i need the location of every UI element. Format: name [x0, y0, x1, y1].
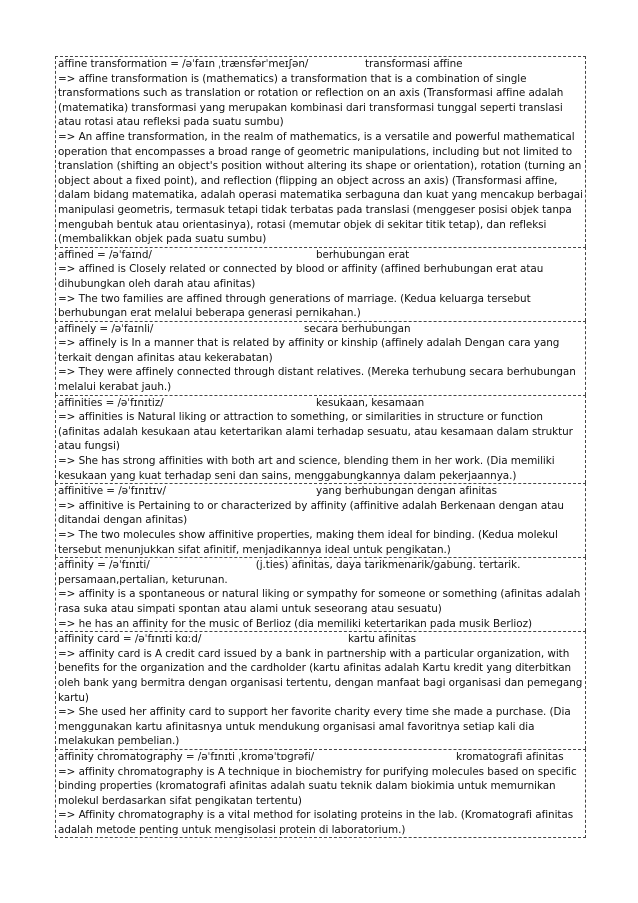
example-paragraph: => The two families are affined through generations of marriage. (Kedua keluarga tersebut berhubungan erat melalui beberapa generasi pernikahan.) [58, 292, 531, 320]
example-paragraph: => She has strong affinities with both art and science, blending them in her work. (Dia memiliki kesukaan yang kuat terhadap seni dan sains, menggabungkannya dalam pekerjaannya.) [58, 455, 555, 482]
definition-paragraph: => affinely is In a manner that is related by affinity or kinship (affinely adalah Dengan cara yang terkait dengan afinitas atau kekerabatan) [58, 337, 560, 364]
entry-affinitive [55, 483, 586, 557]
entry-headline [58, 750, 583, 765]
definition-paragraph: => affinity card is A credit card issued by a bank in partnership with a particular organization, with benefits for the organization and the cardholder (kartu afinitas adalah Kartu kredit yang diterbitkan oleh bank yang bermitra dengan organisasi tertentu, dengan manfaat bagi organisasi dan pemegang kartu) [58, 647, 583, 704]
entry-headline [58, 632, 583, 647]
headword: affinity card = /əˈfɪnɪti kɑːd/ [58, 633, 202, 646]
entry-affinity [55, 557, 586, 631]
example-paragraph: => Affinity chromatography is a vital method for isolating proteins in the lab. (Kromatografi afinitas adalah metode penting untuk mengisolasi protein di laboratorium.) [58, 809, 574, 836]
definition-paragraph: => affinitive is Pertaining to or characterized by affinity (affinitive adalah Berkenaan dengan atau ditandai dengan afinitas) [58, 499, 564, 527]
example-paragraph: => She used her affinity card to support her favorite charity every time she made a purchase. (Dia menggunakan kartu afinitasnya untuk mendukung organisasi amal favoritnya setiap kali dia melakukan pembelian.) [58, 706, 571, 748]
definition-paragraph: => affinity is a spontaneous or natural liking or sympathy for someone or something (afinitas adalah rasa suka atau simpati spontan atau alami untuk seseorang atau sesuatu) [58, 588, 581, 615]
translation: secara berhubungan [304, 322, 411, 335]
headword: affinity = /əˈfɪnɪti/ [58, 559, 150, 572]
definition-paragraph: => affine transformation is (mathematics) a transformation that is a combination of single transformations such as translation or rotation or reflection on an axis (Transformasi affine adalah (matematika) transformasi yang merupakan kombinasi dari transformasi tunggal seperti translasi atau rotasi atau refleksi pada suatu sumbu) [58, 72, 564, 129]
entry-affinity-card [55, 631, 586, 749]
translation: (j.ties) afinitas, daya tarikmenarik/gabung. tertarik. persamaan,pertalian, keturunan. [58, 559, 521, 586]
entry-affinities [55, 395, 586, 484]
headword: affined = /əˈfaɪnd/ [58, 248, 152, 261]
translation: kromatografi afinitas [456, 750, 564, 763]
entry-headline [58, 558, 583, 587]
entry-headline [58, 396, 583, 411]
entry-affine-transformation [55, 56, 586, 247]
headword: affine transformation = /əˈfaɪn ˌtrænsfərˈmeɪʃən/ [58, 58, 309, 70]
definition-paragraph: => affined is Closely related or connected by blood or affinity (affined berhubungan erat atau dihubungkan oleh darah atau afinitas) [58, 263, 544, 290]
translation: yang berhubungan dengan afinitas [316, 485, 497, 498]
headword: affinely = /əˈfaɪnli/ [58, 322, 154, 335]
entry-affinely [55, 321, 586, 395]
entry-headline [58, 484, 583, 499]
entry-affined [55, 247, 586, 321]
definition-paragraph: => affinity chromatography is A technique in biochemistry for purifying molecules based on specific binding properties (kromatografi afinitas adalah suatu teknik dalam biokimia untuk memurnikan molekul berdasarkan sifat pengikatan tertentu) [58, 765, 577, 807]
headword: affinitive = /əˈfɪnɪtɪv/ [58, 485, 166, 498]
example-paragraph: => he has an affinity for the music of Berlioz (dia memiliki ketertarikan pada musik Berlioz) [58, 617, 532, 630]
entry-headline [58, 248, 583, 263]
headword: affinity chromatography = /əˈfɪnɪti ˌkroməˈtɒɡrəfi/ [58, 750, 315, 763]
entry-headline [58, 57, 583, 72]
translation: berhubungan erat [316, 248, 410, 261]
entry-headline [58, 322, 583, 337]
example-paragraph: => An affine transformation, in the realm of mathematics, is a versatile and powerful mathematical operation that encompasses a broad range of geometric manipulations, including but not limited to translation (shifting an object's position without altering its shape or orientation), rotation (turning an object about a fixed point), and reflection (flipping an object across an axis) (Transformasi affine, dalam bidang matematika, adalah operasi matematika serbaguna dan kuat yang mencakup berbagai manipulasi geometris, termasuk tetapi tidak terbatas pada translasi (menggeser posisi objek tanpa mengubah bentuk atau orientasinya), rotasi (memutar objek di sekitar titik tetap), dan refleksi (membalikkan objek pada suatu sumbu) [58, 130, 583, 246]
headword: affinities = /əˈfɪnɪtiz/ [58, 396, 164, 409]
translation: kartu afinitas [348, 633, 416, 646]
entry-affinity-chromatography [55, 749, 586, 839]
example-paragraph: => They were affinely connected through distant relatives. (Mereka terhubung secara berhubungan melalui kerabat jauh.) [58, 366, 576, 394]
translation: transformasi affine [365, 58, 463, 70]
translation: kesukaan, kesamaan [316, 396, 425, 409]
example-paragraph: => The two molecules show affinitive properties, making them ideal for binding. (Kedua molekul tersebut menunjukkan sifat afinitif, menjadikannya ideal untuk pengikatan.) [58, 529, 558, 556]
dictionary-page [55, 56, 586, 838]
definition-paragraph: => affinities is Natural liking or attraction to something, or similarities in structure or function (afinitas adalah kesukaan atau ketertarikan alami terhadap sesuatu, atau kesamaan dalam struktur atau fungsi) [58, 411, 573, 453]
